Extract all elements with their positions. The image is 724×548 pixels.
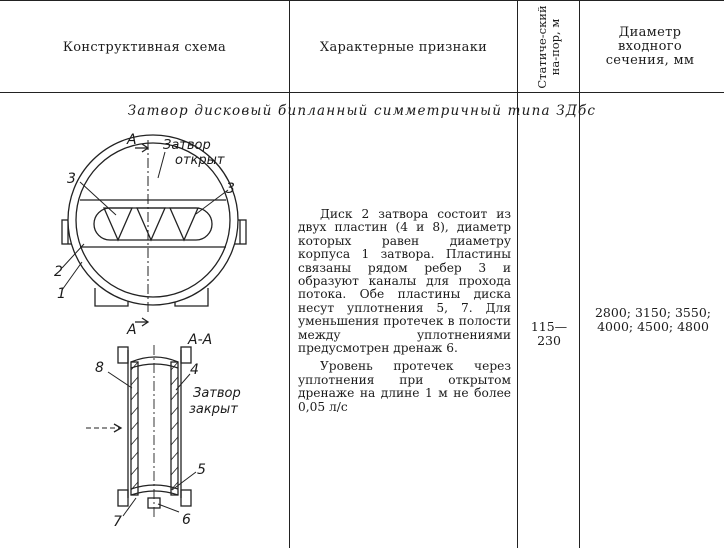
header-inlet-diameter: Диаметр входного сечения, мм — [605, 25, 695, 68]
header-bottom-border — [0, 92, 724, 93]
part-label-3-right: 3 — [226, 181, 235, 197]
inlet-diameter-values: 2800; 3150; 3550; 4000; 4500; 4800 — [594, 305, 711, 334]
characteristics-text — [298, 208, 511, 419]
open-label-1: Затвор — [163, 138, 211, 153]
column-divider-2 — [517, 0, 518, 548]
part-label-1: 1 — [57, 286, 66, 302]
header-characteristics: Характерные признаки — [319, 39, 488, 55]
part-label-2: 2 — [54, 264, 63, 280]
characteristics-paragraph-1: Диск 2 затвора состоит из двух пластин (4 и 8), диаметр которых равен диаметру корпуса 1 затвора. Пластины связаны рядом ребер 3 и образуют каналы для прохода потока. Обе пластины диска несут уплотнения 5, 7. Для уменьшения протечек в полости между уплотнениями предусмотрен дренаж 6. — [298, 207, 511, 356]
valve-drawing — [0, 118, 289, 548]
header-static-pressure — [519, 3, 578, 91]
part-label-5: 5 — [197, 462, 206, 478]
characteristics-paragraph-2: Уровень протечек через уплотнения при открытом дренаже на длине 1 м не более 0,05 л/с — [298, 359, 511, 414]
part-label-6: 6 — [182, 512, 191, 528]
section-title: Затвор дисковый бипланный симметричный типа ЗДбс — [127, 103, 597, 119]
open-label-2: открыт — [175, 153, 225, 168]
section-label: А-А — [188, 332, 213, 348]
header-construction-scheme: Конструктивная схема — [62, 39, 227, 55]
part-label-4: 4 — [190, 362, 199, 378]
closed-label-1: Затвор — [193, 386, 241, 401]
static-pressure-value: 115—230 — [530, 319, 568, 348]
header-static-pressure-text: Статиче-ский на-пор, м — [534, 5, 562, 89]
table-top-border — [0, 0, 724, 1]
part-label-7: 7 — [113, 514, 122, 530]
column-divider-3 — [579, 0, 580, 548]
section-mark-top: А — [127, 132, 137, 148]
closed-label-2: закрыт — [189, 402, 238, 417]
part-label-8: 8 — [95, 360, 104, 376]
part-label-3-left: 3 — [67, 171, 76, 187]
section-mark-bottom: А — [127, 322, 137, 338]
